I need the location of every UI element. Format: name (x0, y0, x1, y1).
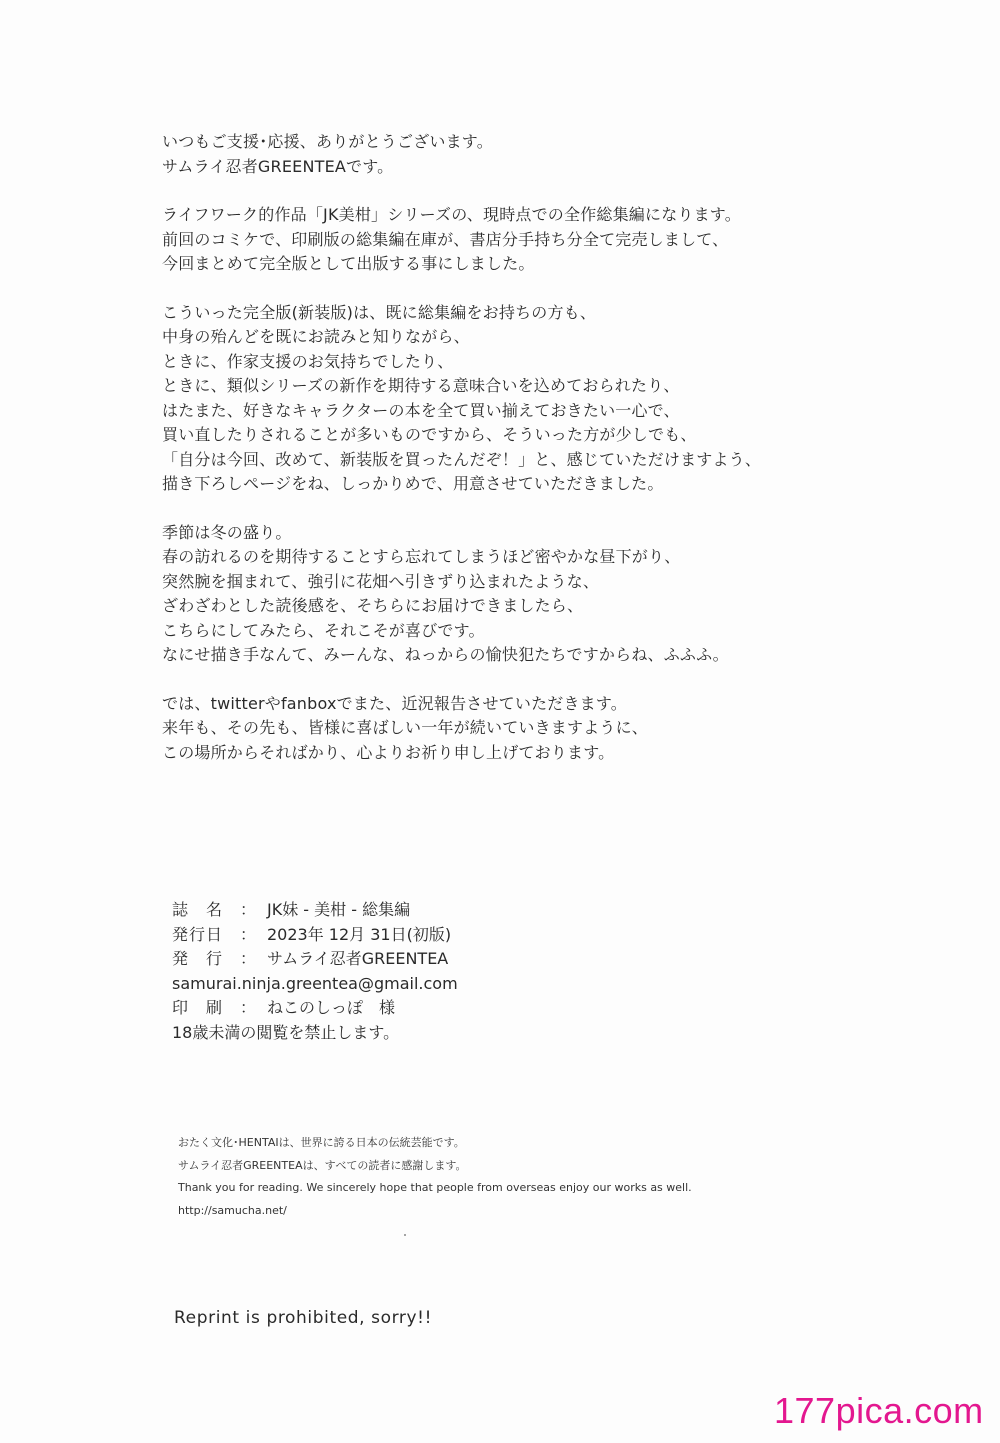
closing-notes (178, 1132, 958, 1222)
text-line: 季節は冬の盛り。 (162, 522, 292, 542)
text-line: なにせ描き手なんて、みーんな、ねっからの愉快犯たちですからね、ふふふ。 (162, 645, 729, 664)
colophon (172, 898, 672, 1045)
text-line: 今回まとめて完全版として出版する事にしました。 (162, 254, 535, 273)
text-line: 「自分は今回、改めて、新装版を買ったんだぞ！」と、感じていただけますよう、 (162, 449, 762, 469)
afterword-text (162, 130, 942, 765)
colophon-email: samurai.ninja.greentea@gmail.com (172, 973, 458, 993)
colophon-date-value: 2023年 12月 31日(初版) (267, 924, 452, 944)
text-line: 前回のコミケで、印刷版の総集編在庫が、書店分手持ち分全て完売しまして、 (162, 229, 729, 249)
text-line: ざわざわとした読後感を、そちらにお届けできましたら、 (162, 596, 584, 615)
note-line: Thank you for reading. We sincerely hope that people from overseas enjoy our works as well. (178, 1181, 692, 1194)
note-line: おたく文化･HENTAIは、世界に誇る日本の伝統芸能です。 (178, 1136, 465, 1149)
note-line: サムライ忍者GREENTEAは、すべての読者に感謝します。 (178, 1158, 467, 1172)
text-line: ライフワーク的作品「JK美柑」シリーズの、現時点での全作総集編になります。 (162, 205, 741, 224)
text-line: サムライ忍者GREENTEAです。 (162, 156, 394, 176)
watermark: 177pica.com (774, 1390, 984, 1431)
colophon-printer-row (172, 996, 672, 1021)
text-line: こちらにしてみたら、それこそが喜びです。 (162, 620, 485, 640)
colophon-publisher-value: サムライ忍者GREENTEA (267, 949, 449, 968)
text-line: 突然腕を掴まれて、強引に花畑へ引きずり込まれたような、 (162, 571, 600, 591)
text-line: では、twitterやfanboxでまた、近況報告させていただきます。 (162, 693, 627, 713)
colophon-date-label: 発行日 ： (172, 924, 258, 944)
text-line: ときに、作家支援のお気持ちでしたり、 (162, 351, 454, 371)
speck (404, 1234, 406, 1236)
colophon-title-value: JK妹 - 美柑 - 総集編 (267, 900, 411, 919)
text-line: こういった完全版(新装版)は、既に総集編をお持ちの方も、 (162, 302, 597, 322)
age-notice: 18歳未満の閲覧を禁止します。 (172, 1022, 400, 1042)
colophon-date-row (172, 923, 672, 948)
text-line: 春の訪れるのを期待することすら忘れてしまうほど密やかな昼下がり、 (162, 547, 681, 566)
text-line: ときに、類似シリーズの新作を期待する意味合いを込めておられたり、 (162, 376, 680, 395)
colophon-publisher-label: 発 行 ： (172, 949, 258, 968)
colophon-printer-value: ねこのしっぽ 様 (267, 998, 396, 1017)
colophon-title-row (172, 898, 672, 923)
text-line: 来年も、その先も、皆様に喜ばしい一年が続いていきますように、 (162, 718, 649, 737)
text-line: 買い直したりされることが多いものですから、そういった方が少しでも、 (162, 425, 697, 444)
text-line: はたまた、好きなキャラクターの本を全て買い揃えておきたい一心で、 (162, 400, 680, 420)
text-line: 描き下ろしページをね、しっかりめで、用意させていただきました。 (162, 474, 664, 493)
text-line: この場所からそればかり、心よりお祈り申し上げております。 (162, 742, 615, 762)
reprint-notice: Reprint is prohibited, sorry!! (174, 1308, 433, 1328)
text-line: いつもご支援･応援、ありがとうございます。 (162, 132, 493, 151)
text-line: 中身の殆んどを既にお読みと知りながら、 (162, 327, 470, 346)
colophon-title-label: 誌 名 ： (172, 900, 258, 919)
colophon-publisher-row (172, 947, 672, 972)
colophon-printer-label: 印 刷 ： (172, 998, 258, 1017)
website-url: http://samucha.net/ (178, 1203, 287, 1217)
